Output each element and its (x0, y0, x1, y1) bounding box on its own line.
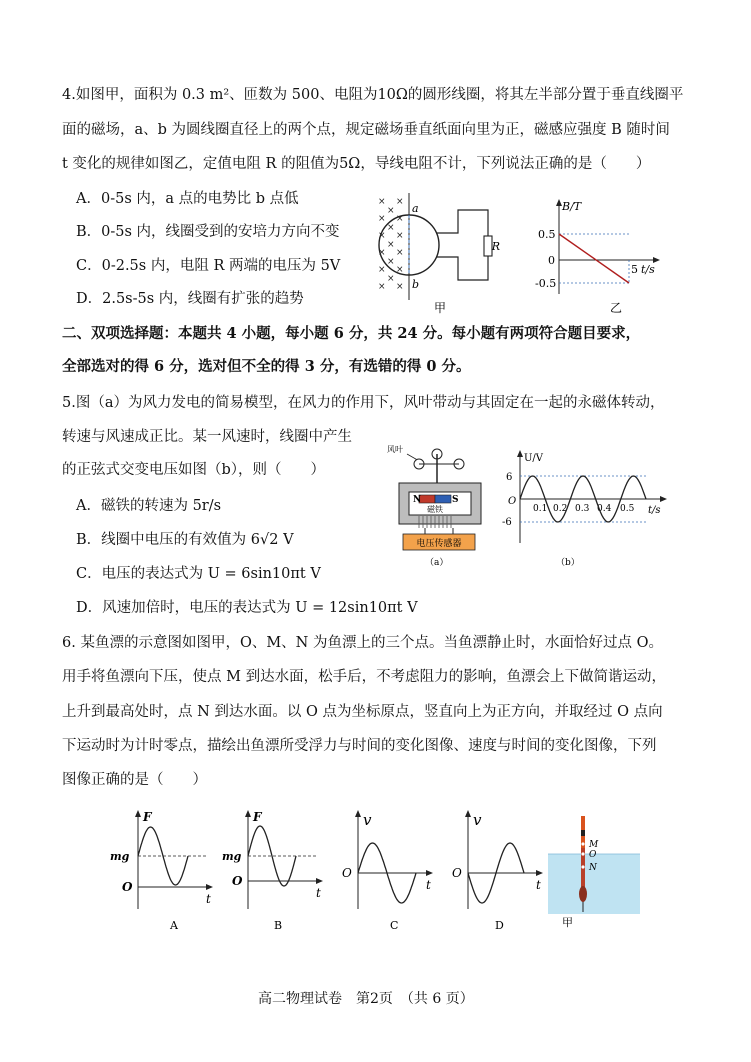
point-m (581, 842, 584, 845)
svg-text:mg: mg (110, 850, 130, 863)
q4-option-d: D．2.5s-5s 内，线圈有扩张的趋势 (76, 291, 304, 307)
q5-line1: 5.图（a）为风力发电的简易模型，在风力的作用下，风叶带动与其固定在一起的永磁体转动， (62, 395, 665, 411)
q5-line2: 转速与风速成正比。某一风速时，线圈中产生 (62, 429, 352, 445)
ylabel: B/T (562, 200, 582, 213)
circuit-wire (436, 210, 488, 280)
caption-b: （b） (556, 558, 580, 568)
caption-yi: 乙 (610, 301, 623, 315)
svg-text:mg: mg (222, 850, 242, 863)
xtick-0.1: 0.1 (533, 504, 548, 514)
point-o (581, 852, 584, 855)
svg-text:v: v (473, 811, 482, 829)
xtick-0.2: 0.2 (553, 504, 568, 514)
xtick-0.4: 0.4 (597, 504, 612, 514)
svg-text:v: v (363, 811, 372, 829)
caption-c: C (390, 919, 399, 932)
q4-option-c: C．0-2.5s 内，电阻 R 两端的电压为 5V (76, 258, 341, 274)
xlabel: t/s (641, 263, 655, 276)
graph-d (452, 810, 543, 932)
svg-text:×: × (387, 257, 395, 267)
svg-text:×: × (396, 197, 404, 207)
q5-option-b: B．线圈中电压的有效值为 6√2 V (76, 532, 294, 548)
label-m: M (589, 840, 599, 850)
float-body (579, 886, 587, 902)
iron-core-frame (399, 483, 481, 524)
q4-line1: 4.如图甲，面积为 0.3 m²、匝数为 500、电阻为10Ω的圆形线圈，将其左半部分置于垂直线圈平 (62, 87, 684, 103)
svg-text:×: × (387, 274, 395, 284)
svg-text:×: × (396, 248, 404, 258)
caption-jia: 甲 (434, 301, 447, 315)
origin: O (508, 496, 517, 507)
label-sensor: 电压传感器 (416, 539, 462, 549)
ytick-top: 0.5 (538, 228, 556, 241)
ytick-zero: 0 (548, 254, 555, 267)
svg-text:×: × (378, 231, 386, 241)
q5-option-c: C．电压的表达式为 U = 6sin10πt V (76, 566, 321, 582)
svg-text:×: × (396, 214, 404, 224)
svg-text:×: × (396, 231, 404, 241)
magnet-n (419, 495, 435, 503)
svg-text:t: t (316, 886, 321, 900)
ytick-bottom: -6 (502, 517, 512, 528)
q4-line3: t 变化的规律如图乙，定值电阻 R 的阻值为5Ω，导线电阻不计，下列说法正确的是（ ） (62, 156, 651, 172)
ytick-bottom: -0.5 (535, 277, 557, 290)
graph-b (222, 810, 323, 932)
label-citie: 磁铁 (427, 505, 443, 514)
float-stem-2 (581, 836, 585, 848)
graph-c (342, 810, 433, 932)
svg-text:×: × (378, 248, 386, 258)
section2-line1: 二、双项选择题：本题共 4 小题，每小题 6 分，共 24 分。每小题有两项符合题目要求， (62, 325, 641, 342)
page-footer: 高二物理试卷 第2页 （共 6 页） (258, 991, 474, 1007)
magnetic-field-crosses (378, 197, 404, 292)
svg-text:O: O (342, 866, 352, 880)
svg-text:×: × (378, 214, 386, 224)
float-tip (581, 816, 585, 830)
label-fengye: 风叶 (387, 445, 403, 454)
q6-line3: 上升到最高处时，点 N 到达水面。以 O 点为坐标原点，竖直向上为正方向，并取经过 O 点向 (62, 704, 663, 720)
label-s: S (452, 495, 459, 505)
svg-text:×: × (396, 265, 404, 275)
svg-text:×: × (378, 282, 386, 292)
q6-line2: 用手将鱼漂向下压，使点 M 到达水面，松手后，不考虑阻力的影响，鱼漂会上下做简谐运动， (62, 669, 667, 685)
q6-float-figure (548, 812, 643, 930)
label-r: R (491, 240, 500, 253)
label-o: O (589, 850, 597, 860)
q5-option-d: D．风速加倍时，电压的表达式为 U = 12sin10πt V (76, 600, 418, 616)
label-b: b (412, 278, 420, 291)
svg-text:×: × (396, 282, 404, 292)
svg-text:F: F (253, 810, 262, 824)
q6-line4: 下运动时为计时零点，描绘出鱼漂所受浮力与时间的变化图像、速度与时间的变化图像，下列 (62, 738, 657, 754)
ylabel: U/V (524, 453, 544, 464)
caption-jia: 甲 (562, 916, 573, 929)
ytick-top: 6 (506, 472, 513, 483)
q6-line1: 6. 某鱼漂的示意图如图甲，O、M、N 为鱼漂上的三个点。当鱼漂静止时，水面恰好过点 O。 (62, 635, 663, 651)
q4-line2: 面的磁场，a、b 为圆线圈直径上的两个点，规定磁场垂直纸面向里为正，磁感应强度 B 随时间 (62, 122, 670, 138)
q4-figure-jia (370, 188, 500, 318)
b-t-line (559, 234, 629, 283)
svg-text:×: × (378, 197, 386, 207)
y-axis-arrow (517, 450, 523, 457)
section2-line2: 全部选对的得 6 分，选对但不全的得 3 分，有选错的得 0 分。 (62, 358, 471, 375)
caption-a: A (170, 919, 178, 932)
q4-option-a: A．0-5s 内，a 点的电势比 b 点低 (76, 191, 299, 207)
q6-graphs (110, 805, 550, 935)
svg-text:×: × (387, 223, 395, 233)
q4-option-b: B．0-5s 内，线圈受到的安培力方向不变 (76, 224, 340, 240)
svg-text:O: O (452, 866, 462, 880)
xtick-0.5: 0.5 (620, 504, 635, 514)
caption-b: B (274, 919, 283, 932)
caption-a: （a） (425, 558, 449, 568)
xlabel: t/s (648, 505, 661, 516)
q5-option-a: A．磁铁的转速为 5r/s (76, 498, 222, 514)
q4-figure-yi-chart (525, 194, 665, 319)
svg-text:F: F (143, 810, 152, 824)
xtick-5: 5 (631, 263, 638, 276)
q6-line5: 图像正确的是（ ） (62, 772, 207, 788)
svg-text:O: O (232, 874, 243, 888)
svg-text:×: × (387, 206, 395, 216)
q5-figure-a (385, 440, 500, 570)
svg-text:×: × (378, 265, 386, 275)
svg-text:t: t (536, 878, 541, 892)
svg-text:t: t (206, 892, 211, 906)
xtick-0.3: 0.3 (575, 504, 590, 514)
label-n: N (589, 863, 597, 873)
svg-text:t: t (426, 878, 431, 892)
label-a: a (412, 202, 419, 215)
q5-line3: 的正弦式交变电压如图（b），则（ ） (62, 462, 326, 478)
svg-text:×: × (387, 240, 395, 250)
float-stem-1 (581, 830, 585, 836)
x-axis-arrow (660, 496, 667, 502)
svg-text:O: O (122, 880, 133, 894)
label-n: N (413, 495, 422, 505)
q5-figure-b-chart (500, 447, 680, 572)
graph-a (110, 810, 213, 932)
point-n (581, 865, 584, 868)
caption-d: D (495, 919, 504, 932)
magnet-s (435, 495, 451, 503)
